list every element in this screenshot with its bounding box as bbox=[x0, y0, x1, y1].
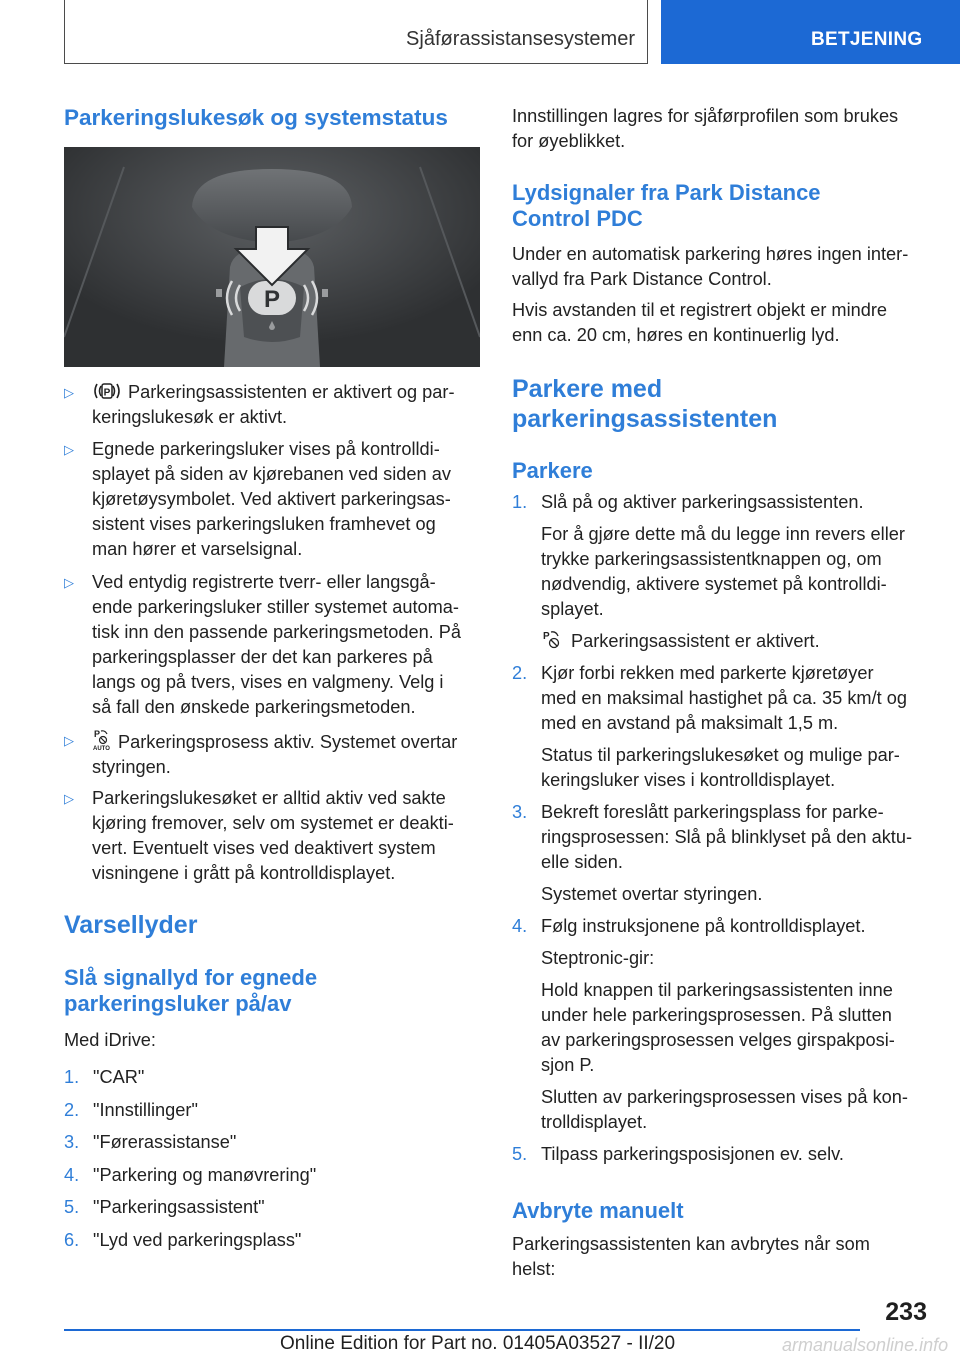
list-item: 4. Følg instruksjonene på kontrolldisplayet. bbox=[512, 916, 866, 936]
bullet-3-line-4: parkeringsplasser der det kan parkeres på bbox=[92, 647, 433, 667]
bullet-triangle-icon: ▷ bbox=[64, 575, 74, 590]
parking-steps bbox=[512, 490, 930, 1167]
list-item: 4. "Parkering og manøvrering" bbox=[64, 1164, 317, 1185]
bullet-4-line-1: Parkeringsprosess aktiv. Systemet overtar bbox=[118, 732, 458, 752]
parking-sensor-icon bbox=[92, 380, 122, 402]
bullet-3-line-2: ende parkeringsluker stiller systemet automa- bbox=[92, 597, 459, 617]
heading-parkere-med: Parkere med parkeringsassistenten bbox=[512, 375, 778, 433]
step-4-end: Slutten av parkeringsprosessen vises på kon- trolldisplayet. bbox=[541, 1087, 908, 1132]
list-item: 2. Kjør forbi rekken med parkerte kjøretøyer med en maksimal hastighet på ca. 35 km/t og med en avstand på maksimalt 1,5 m. bbox=[512, 663, 907, 733]
parking-assistant-icon bbox=[541, 629, 565, 651]
bullet-3-line-1: Ved entydig registrerte tverr- eller langsgå- bbox=[92, 572, 436, 592]
bullet-5-line-4: visningene i grått på kontrolldisplayet. bbox=[92, 863, 396, 883]
bullet-4-line-2: styringen. bbox=[92, 757, 171, 777]
parking-auto-icon bbox=[92, 728, 112, 752]
bullet-5-line-3: vert. Eventuelt vises ved deaktivert system bbox=[92, 838, 436, 858]
step-1-icon-line: P Parkeringsassistent er aktivert. bbox=[543, 631, 820, 651]
svg-text:P: P bbox=[103, 387, 111, 399]
bullet-1-line-1: Parkeringsassistenten er aktivert og par- bbox=[128, 382, 455, 402]
bullet-5-line-2: kjøring fremover, selv om systemet er deakti- bbox=[92, 813, 454, 833]
bullet-2-line-1: Egnede parkeringsluker vises på kontrolldi- bbox=[92, 439, 440, 459]
footer-watermark: armanualsonline.info bbox=[782, 1335, 949, 1355]
heading-lydsignaler: Lydsignaler fra Park Distance Control PDC bbox=[512, 180, 821, 231]
lyd-paragraph-1: Under en automatisk parkering høres ingen inter- vallyd fra Park Distance Control. bbox=[512, 244, 909, 289]
bullet-5-line-1: Parkeringslukesøket er alltid aktiv ved sakte bbox=[92, 788, 446, 808]
avbryte-paragraph: Parkeringsassistenten kan avbrytes når som helst: bbox=[512, 1234, 870, 1279]
bullet-triangle-icon: ▷ bbox=[64, 385, 74, 400]
figure-p-symbol: P bbox=[263, 286, 281, 313]
svg-text:P: P bbox=[543, 631, 550, 642]
bullet-2-line-2: splayet på siden av kjørebanen ved siden av bbox=[92, 464, 451, 484]
bullet-2-line-5: man hører et varselsignal. bbox=[92, 539, 303, 559]
bullet-3-line-3: tisk inn den passende parkeringsmetoden. På bbox=[92, 622, 462, 642]
intro-paragraph: Innstillingen lagres for sjåførprofilen som brukes for øyeblikket. bbox=[512, 106, 899, 151]
bullet-3-line-6: så fall den ønskede parkeringsmetoden. bbox=[92, 697, 416, 717]
list-item bbox=[64, 570, 480, 720]
step-2-detail: Status til parkeringslukesøket og mulige par- keringsluker vises i kontrolldisplayet. bbox=[541, 745, 900, 790]
svg-text:P: P bbox=[94, 729, 101, 739]
list-item: 5. Tilpass parkeringsposisjonen ev. selv. bbox=[512, 1144, 844, 1164]
parking-assistant-car-display-image bbox=[64, 147, 480, 367]
page-number: 233 bbox=[885, 1298, 927, 1326]
footer-edition: Online Edition for Part no. 01405A03527 - II/20 bbox=[280, 1333, 676, 1354]
step-3-detail: Systemet overtar styringen. bbox=[541, 884, 763, 904]
svg-text:AUTO: AUTO bbox=[93, 746, 110, 752]
bullet-triangle-icon: ▷ bbox=[64, 442, 74, 457]
lyd-paragraph-2: Hvis avstanden til et registrert objekt er mindre enn ca. 20 cm, høres en kontinuerlig lyd. bbox=[512, 300, 888, 345]
list-item: 1. "CAR" bbox=[64, 1067, 145, 1087]
heading-parkere: Parkere bbox=[512, 458, 593, 483]
list-item bbox=[64, 728, 480, 780]
heading-varsellyder: Varsellyder bbox=[64, 911, 198, 939]
list-item bbox=[64, 786, 480, 886]
header-chapter-box bbox=[661, 0, 960, 64]
heading-signallyd: Slå signallyd for egnede parkeringsluker på/av bbox=[64, 965, 318, 1016]
list-item: 3. Bekreft foreslått parkeringsplass for parke- ringsprosessen: Slå på blinklyset på den aktu- elle siden. bbox=[512, 802, 913, 872]
list-item: 3. "Førerassistanse" bbox=[64, 1132, 237, 1152]
list-item bbox=[64, 380, 480, 430]
list-item bbox=[64, 437, 480, 562]
bullet-2-line-4: sistent vises parkeringsluken framhevet og bbox=[92, 514, 436, 534]
bullet-1-line-2: keringslukesøk er aktivt. bbox=[92, 407, 288, 427]
header-section-title: Sjåførassistansesystemer bbox=[406, 28, 635, 50]
heading-avbryte: Avbryte manuelt bbox=[512, 1198, 684, 1223]
bullet-triangle-icon: ▷ bbox=[64, 733, 74, 748]
header-chapter-title: BETJENING bbox=[811, 29, 923, 50]
step-4-gear: Steptronic-gir: bbox=[541, 948, 655, 968]
bullet-3-line-5: langs og på tvers, vises en valgmeny. Velg i bbox=[92, 672, 444, 692]
parking-display-figure bbox=[64, 147, 480, 367]
header-section-box bbox=[64, 0, 648, 64]
list-item: 5. "Parkeringsassistent" bbox=[64, 1197, 265, 1217]
step-1-detail: For å gjøre dette må du legge inn revers eller trykke parkeringsassistentknappen og, om nødvendig, aktivere systemet på kontrolldi- splayet. bbox=[541, 524, 905, 619]
list-item: 1. Slå på og aktiver parkeringsassistenten. bbox=[512, 492, 864, 512]
step-4-detail: Hold knappen til parkeringsassistenten inne under hele parkeringsprosessen. På slutten av parkeringsprosessen velges girspakposi- sjon P. bbox=[541, 980, 895, 1075]
bullet-triangle-icon: ▷ bbox=[64, 791, 74, 806]
list-item: 6. "Lyd ved parkeringsplass" bbox=[64, 1229, 302, 1250]
heading-status: Parkeringslukesøk og systemstatus bbox=[64, 105, 448, 130]
list-item: 2. "Innstillinger" bbox=[64, 1099, 198, 1120]
idrive-steps bbox=[64, 1065, 480, 1253]
footer-divider bbox=[64, 1329, 860, 1331]
bullet-2-line-3: kjøretøysymbolet. Ved aktivert parkeringsas- bbox=[92, 489, 451, 509]
idrive-intro: Med iDrive: bbox=[64, 1030, 156, 1050]
